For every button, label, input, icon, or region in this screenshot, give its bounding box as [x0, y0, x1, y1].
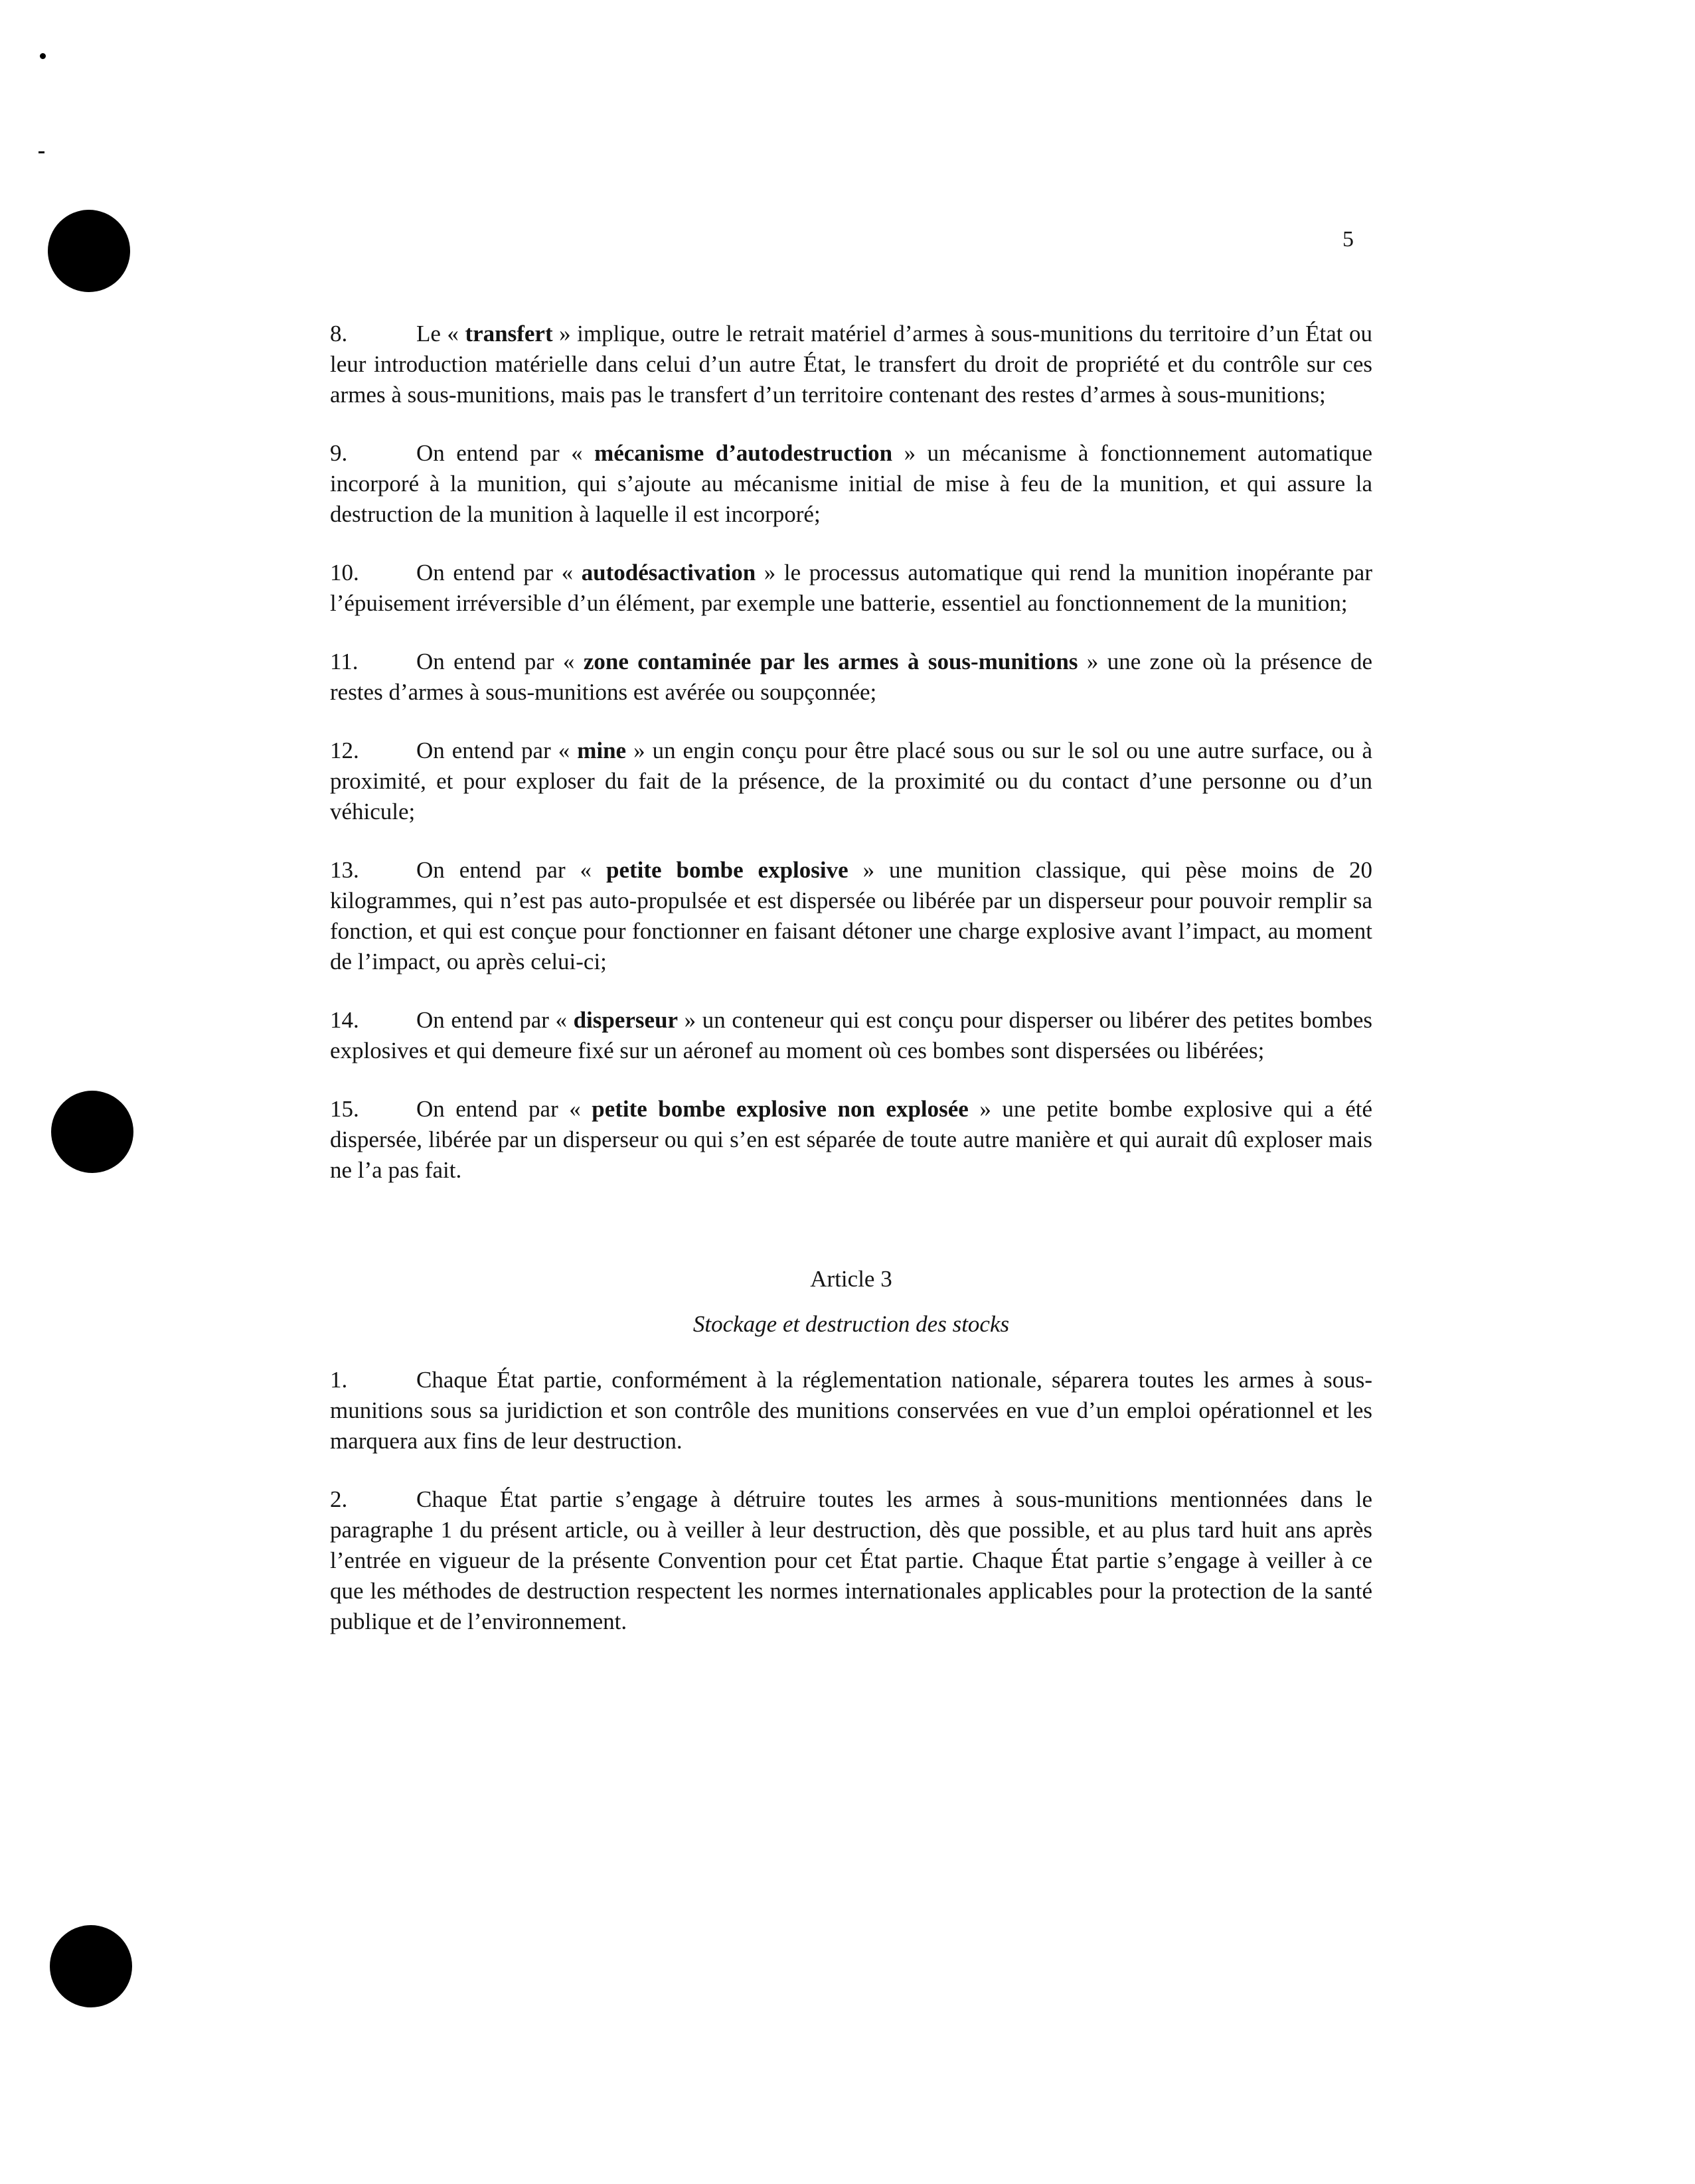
definition-paragraph-8 [330, 319, 1372, 410]
paragraph-text: Chaque État partie s’engage à détruire toutes les armes à sous-munitions mentionnées dans le paragraphe 1 du présent article, ou à veiller à leur destruction, dès que possible, et au plus tard huit ans après l’entrée en vigueur de la présente Convention pour cet État partie. Chaque État partie s’engage à veiller à ce que les méthodes de destruction respectent les normes internationales applicables pour la protection de la santé publique et de l’environnement. [330, 1486, 1372, 1634]
paragraph-text: » une petite bombe explosive qui a été dispersée, libérée par un disperseur ou qui s’en est séparée de toute autre manière et qui aurait dû exploser mais ne l’a pas fait. [330, 1096, 1372, 1183]
document-body [330, 319, 1372, 1665]
paragraph-number: 2. [330, 1486, 348, 1512]
paragraph-text: » une zone où la présence de restes d’armes à sous-munitions est avérée ou soupçonnée; [330, 649, 1372, 705]
defined-term: petite bombe explosive non explosée [592, 1096, 969, 1122]
punch-hole-bottom [50, 1925, 132, 2007]
scan-speck-dash [39, 151, 44, 153]
defined-term: mine [577, 738, 627, 763]
definition-paragraph-13 [330, 855, 1372, 977]
definition-paragraph-14 [330, 1005, 1372, 1066]
paragraph-lead: Le « [416, 321, 465, 347]
paragraph-text: » implique, outre le retrait matériel d’armes à sous-munitions du territoire d’un État ou leur introduction matérielle dans celui d’un autre État, le transfert du droit de propriété et du contrôle sur ces armes à sous-munitions, mais pas le transfert d’un territoire contenant des restes d’armes à sous-munitions; [330, 321, 1372, 408]
paragraph-number: 13. [330, 857, 359, 883]
paragraph-lead: On entend par « [416, 1096, 592, 1122]
paragraph-lead: On entend par « [416, 857, 606, 883]
paragraph-text: » un engin conçu pour être placé sous ou sur le sol ou une autre surface, ou à proximité, et pour exploser du fait de la présence, de la proximité ou du contact d’une personne ou d’un véhicule; [330, 738, 1372, 824]
paragraph-number: 9. [330, 440, 348, 466]
paragraph-text: Chaque État partie, conformément à la réglementation nationale, séparera toutes les armes à sous-munitions sous sa juridiction et son contrôle des munitions conservées en vue d’un emploi opérationnel et les marquera aux fins de leur destruction. [330, 1367, 1372, 1454]
article-subtitle: Stockage et destruction des stocks [692, 1311, 1010, 1337]
paragraph-text: » un conteneur qui est conçu pour disperser ou libérer des petites bombes explosives et qui demeure fixé sur un aéronef au moment où ces bombes sont dispersées ou libérées; [330, 1007, 1372, 1063]
paragraph-text: » une munition classique, qui pèse moins de 20 kilogrammes, qui n’est pas auto-propulsée et est dispersée ou libérée par un disperseur pour pouvoir remplir sa fonction, et qui est conçue pour fonctionner en faisant détoner une charge explosive avant l’impact, au moment de l’impact, ou après celui-ci; [330, 857, 1372, 975]
defined-term: disperseur [573, 1007, 679, 1033]
definition-paragraph-9 [330, 438, 1372, 530]
paragraph-number: 14. [330, 1007, 359, 1033]
article-paragraph-2 [330, 1484, 1372, 1637]
paragraph-lead: On entend par « [416, 649, 584, 674]
paragraph-lead: On entend par « [416, 1007, 574, 1033]
definition-paragraph-15 [330, 1094, 1372, 1186]
defined-term: autodésactivation [581, 560, 756, 585]
definition-paragraph-10 [330, 558, 1372, 619]
definition-paragraph-12 [330, 736, 1372, 827]
definition-paragraph-11 [330, 647, 1372, 708]
paragraph-text: » un mécanisme à fonctionnement automatique incorporé à la munition, qui s’ajoute au mécanisme initial de mise à feu de la munition, et qui assure la destruction de la munition à laquelle il est incorporé; [330, 440, 1372, 527]
paragraph-number: 10. [330, 560, 359, 585]
paragraph-lead: On entend par « [416, 440, 595, 466]
article-heading: Article 3 [810, 1266, 892, 1292]
article-paragraph-1 [330, 1365, 1372, 1456]
paragraph-lead: On entend par « [416, 560, 582, 585]
paragraph-number: 8. [330, 321, 348, 347]
paragraph-number: 15. [330, 1096, 359, 1122]
paragraph-text: » le processus automatique qui rend la munition inopérante par l’épuisement irréversible d’un élément, par exemple une batterie, essentiel au fonctionnement de la munition; [330, 560, 1372, 616]
page-number: 5 [1342, 227, 1354, 252]
paragraph-number: 12. [330, 738, 359, 763]
defined-term: zone contaminée par les armes à sous-munitions [583, 649, 1078, 674]
punch-hole-top [48, 210, 130, 292]
paragraph-number: 1. [330, 1367, 348, 1393]
paragraph-number: 11. [330, 649, 359, 674]
defined-term: petite bombe explosive [605, 857, 848, 883]
defined-term: transfert [465, 321, 553, 347]
punch-hole-middle [51, 1091, 133, 1173]
paragraph-lead: On entend par « [416, 738, 578, 763]
defined-term: mécanisme d’autodestruction [594, 440, 893, 466]
scan-speck-top [40, 53, 46, 59]
